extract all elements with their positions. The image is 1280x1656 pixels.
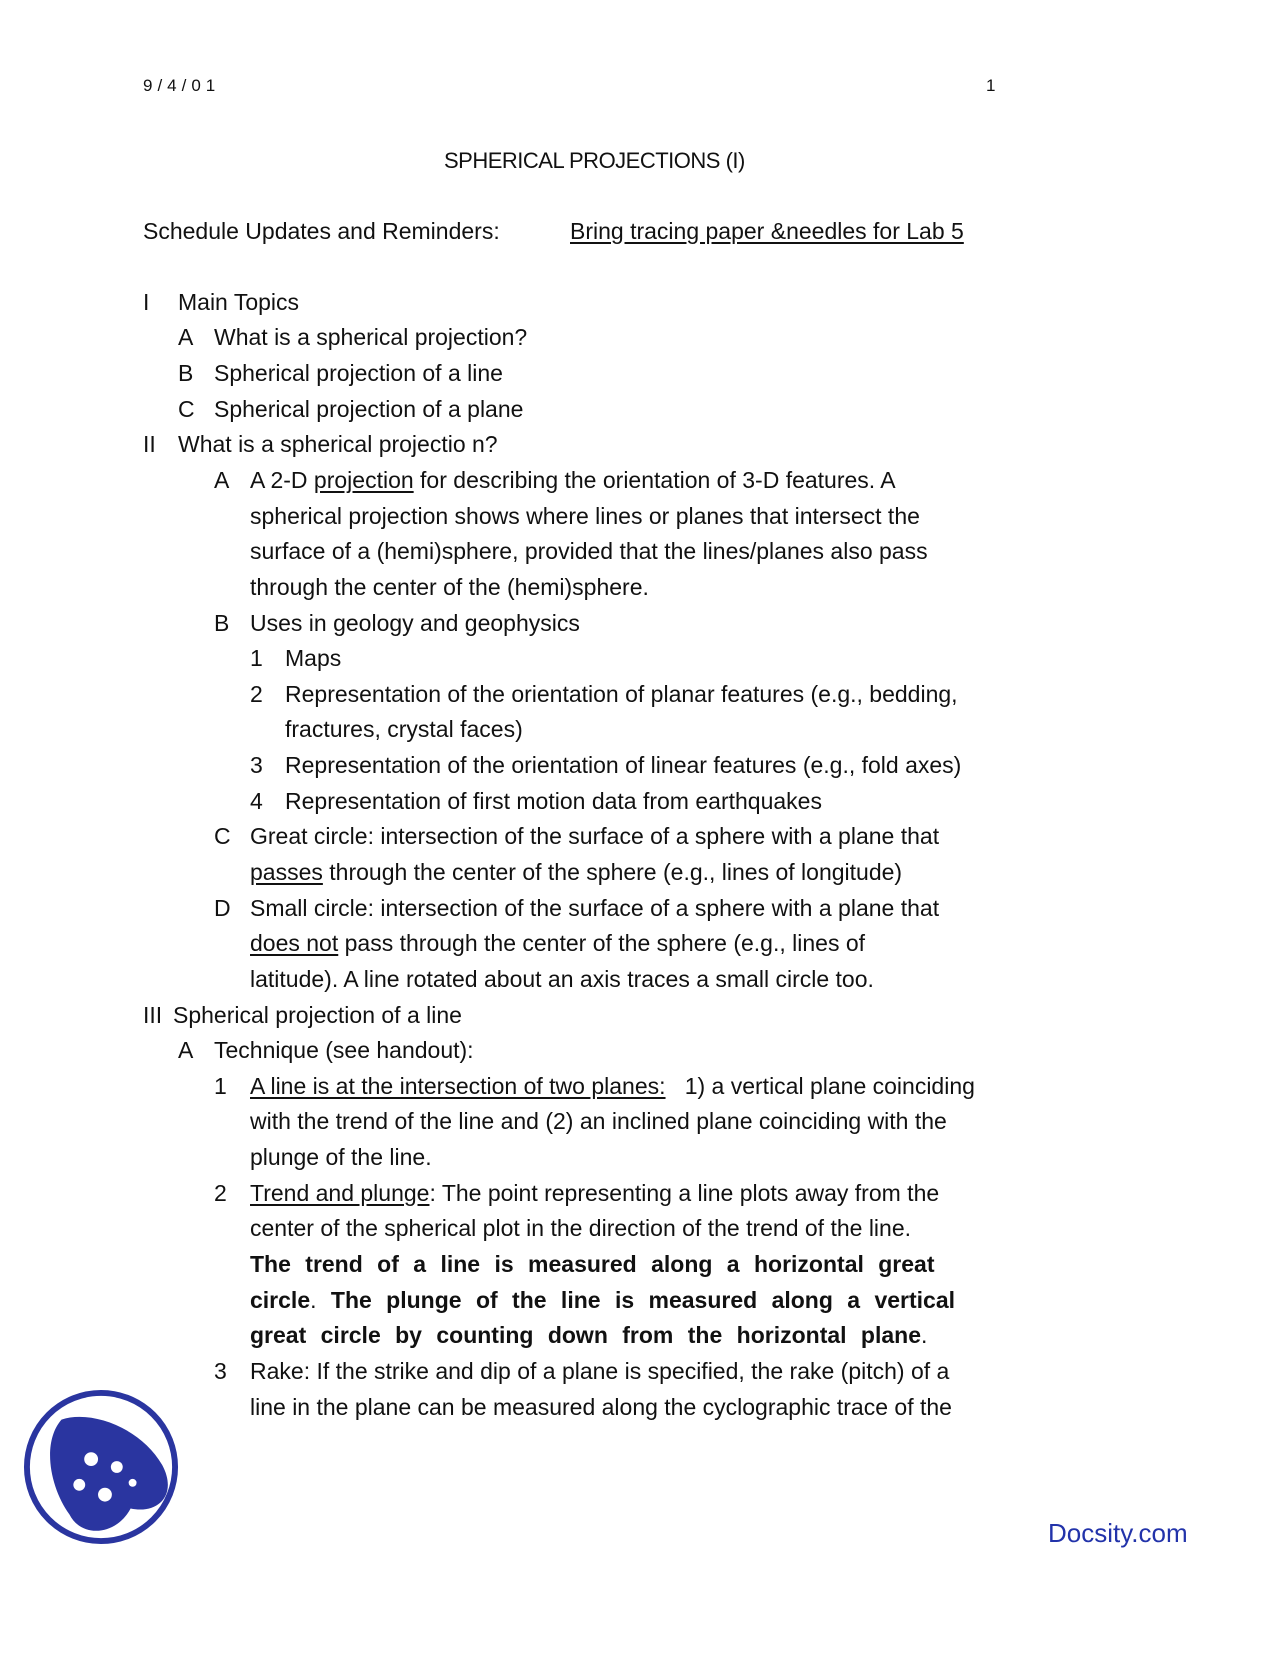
III-A1-label: 1	[214, 1073, 227, 1099]
III-A3-line2: line in the plane can be measured along the cyclographic trace of the	[250, 1394, 952, 1420]
use-1-text: Maps	[285, 645, 342, 671]
document-title: SPHERICAL PROJECTIONS (I)	[444, 148, 745, 173]
schedule-label: Schedule Updates and Reminders:	[143, 218, 500, 244]
II-D-label: D	[214, 895, 231, 921]
section-III-heading: Spherical projection of a line	[173, 1002, 462, 1028]
use-1-label: 1	[250, 645, 263, 671]
III-A2-bold1: The trend of a line is measured along a horizontal great	[250, 1251, 935, 1277]
II-C-line1: Great circle: intersection of the surface of a sphere with a plane that	[250, 823, 940, 849]
II-A-label: A	[214, 467, 230, 493]
III-A-text: Technique (see handout):	[214, 1037, 474, 1063]
header-date: 9/4/01	[143, 76, 221, 95]
III-A2-line2: center of the spherical plot in the direction of the trend of the line.	[250, 1215, 912, 1241]
schedule-note: Bring tracing paper &needles for Lab 5	[570, 218, 964, 244]
III-A2-label: 2	[214, 1180, 227, 1206]
topic-C-text: Spherical projection of a plane	[214, 396, 524, 422]
page-number: 1	[986, 76, 1001, 95]
section-I-label: I	[143, 289, 150, 315]
II-D-line1: Small circle: intersection of the surface of a sphere with a plane that	[250, 895, 940, 921]
use-2-cont: fractures, crystal faces)	[285, 716, 523, 742]
III-A1-line1: A line is at the intersection of two planes: 1) a vertical plane coinciding	[250, 1073, 975, 1099]
use-2-label: 2	[250, 681, 263, 707]
section-II-heading: What is a spherical projectio n?	[178, 431, 498, 457]
docsity-watermark[interactable]: Docsity.com	[1048, 1518, 1188, 1548]
II-A-line1: A 2-D projection for describing the orientation of 3-D features. A	[250, 467, 896, 493]
III-A-label: A	[178, 1037, 194, 1063]
III-A2-bold2: circle. The plunge of the line is measured along a vertical	[250, 1287, 956, 1313]
II-D-line2: does not pass through the center of the sphere (e.g., lines of	[250, 930, 866, 956]
II-A-line2: spherical projection shows where lines or planes that intersect the	[250, 503, 920, 529]
III-A2-line1: Trend and plunge: The point representing a line plots away from the	[250, 1180, 940, 1206]
III-A2-bold3: great circle by counting down from the horizontal plane.	[250, 1322, 928, 1348]
section-III-label: III	[143, 1002, 163, 1028]
docsity-logo	[22, 1388, 180, 1546]
use-3-label: 3	[250, 752, 263, 778]
use-2-text: Representation of the orientation of planar features (e.g., bedding,	[285, 681, 958, 707]
use-4-label: 4	[250, 788, 263, 814]
topic-A-text: What is a spherical projection?	[214, 324, 528, 350]
topic-B-label: B	[178, 360, 194, 386]
section-II-label: II	[143, 431, 156, 457]
topic-B-text: Spherical projection of a line	[214, 360, 503, 386]
II-C-line2: passes through the center of the sphere (e.g., lines of longitude)	[250, 859, 903, 885]
III-A3-line1: Rake: If the strike and dip of a plane is specified, the rake (pitch) of a	[250, 1358, 950, 1384]
use-3-text: Representation of the orientation of linear features (e.g., fold axes)	[285, 752, 962, 778]
III-A1-line2: with the trend of the line and (2) an inclined plane coinciding with the	[250, 1108, 947, 1134]
topic-C-label: C	[178, 396, 195, 422]
use-4-text: Representation of first motion data from earthquakes	[285, 788, 822, 814]
II-A-line3: surface of a (hemi)sphere, provided that the lines/planes also pass	[250, 538, 928, 564]
section-I-heading: Main Topics	[178, 289, 300, 315]
II-B-text: Uses in geology and geophysics	[250, 610, 580, 636]
II-A-line4: through the center of the (hemi)sphere.	[250, 574, 649, 600]
II-B-label: B	[214, 610, 230, 636]
II-D-line3: latitude). A line rotated about an axis traces a small circle too.	[250, 966, 874, 992]
III-A3-label: 3	[214, 1358, 227, 1384]
topic-A-label: A	[178, 324, 194, 350]
II-C-label: C	[214, 823, 231, 849]
III-A1-line3: plunge of the line.	[250, 1144, 432, 1170]
